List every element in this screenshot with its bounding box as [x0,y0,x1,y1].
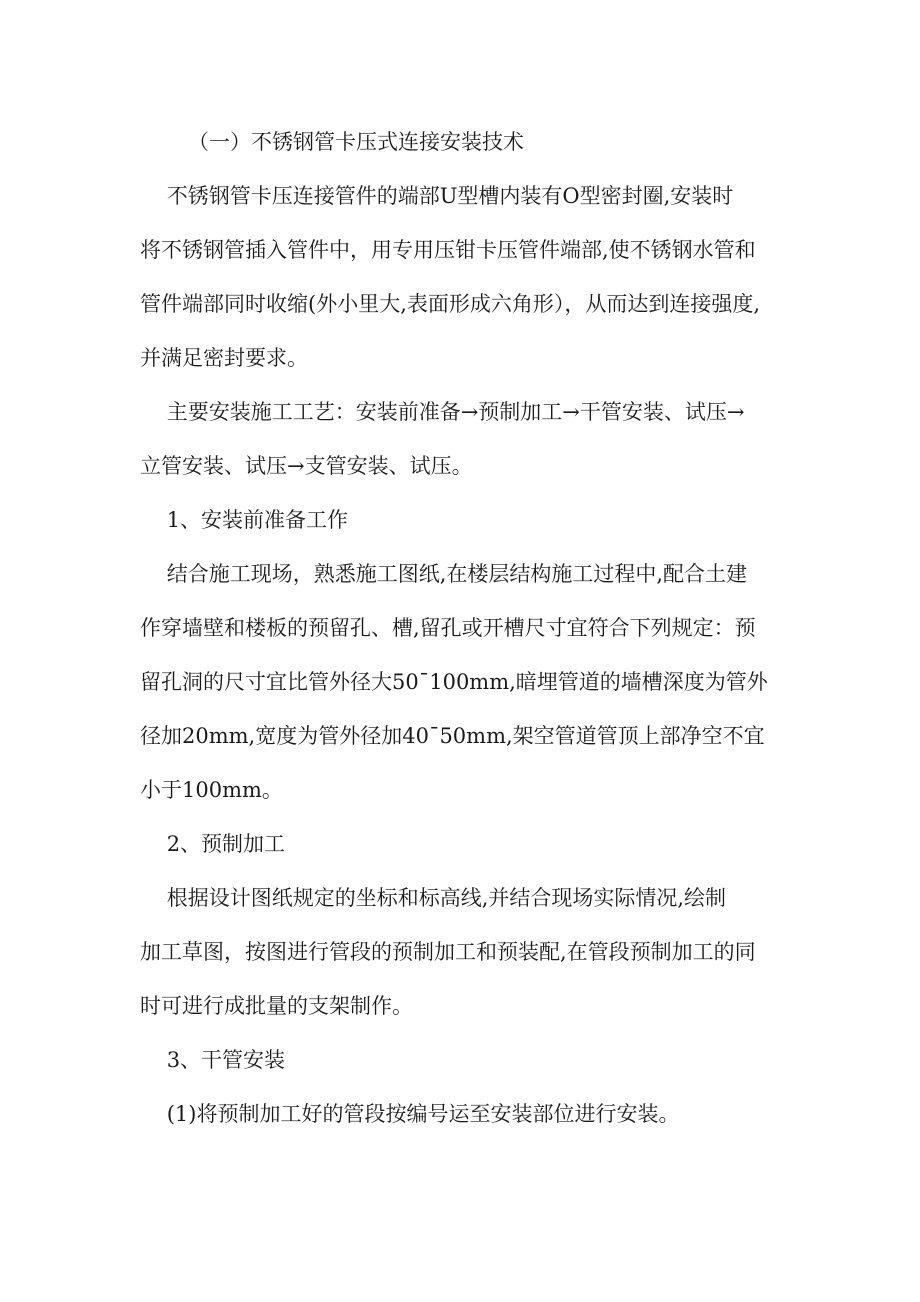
document-body [140,126,790,1152]
paragraph-line: 加工草图，按图进行管段的预制加工和预装配,在管段预制加工的同 [140,940,756,964]
paragraph-line: 主要安装施工工艺：安装前准备→预制加工→干管安装、试压→ [140,400,745,424]
section-title: （一）不锈钢管卡压式连接安装技术 [188,130,524,154]
step-heading: 3、干管安装 [140,1048,286,1072]
paragraph-intro [140,180,790,374]
paragraph-line: 小于100mm。 [140,778,283,802]
paragraph-step1 [140,558,790,806]
paragraph-line: (1)将预制加工好的管段按编号运至安装部位进行安装。 [140,1102,680,1126]
paragraph-line: 留孔洞的尺寸宜比管外径大50¯100mm,暗埋管道的墙槽深度为管外 [140,670,768,694]
paragraph-line: 根据设计图纸规定的坐标和标高线,并结合现场实际情况,绘制 [140,886,727,910]
paragraph-line: 时可进行成批量的支架制作。 [140,994,413,1018]
paragraph-step3 [140,1098,790,1130]
paragraph-line: 结合施工现场，熟悉施工图纸,在楼层结构施工过程中,配合土建 [140,562,748,586]
paragraph-process [140,396,790,482]
step-heading: 2、预制加工 [140,832,286,856]
paragraph-line: 径加20mm,宽度为管外径加40¯50mm,架空管道管顶上部净空不宜 [140,724,765,748]
step-heading: 1、安装前准备工作 [140,508,349,532]
paragraph-line: 不锈钢管卡压连接管件的端部U型槽内装有O型密封圈,安装时 [140,184,734,208]
paragraph-step2 [140,882,790,1022]
paragraph-line: 并满足密封要求。 [140,346,308,370]
paragraph-line: 管件端部同时收缩(外小里大,表面形成六角形），从而达到连接强度, [140,292,761,316]
paragraph-line: 立管安装、试压→支管安装、试压。 [140,454,473,478]
paragraph-line: 将不锈钢管插入管件中，用专用压钳卡压管件端部,使不锈钢水管和 [140,238,756,262]
paragraph-line: 作穿墙壁和楼板的预留孔、槽,留孔或开槽尺寸宜符合下列规定：预 [140,616,756,640]
